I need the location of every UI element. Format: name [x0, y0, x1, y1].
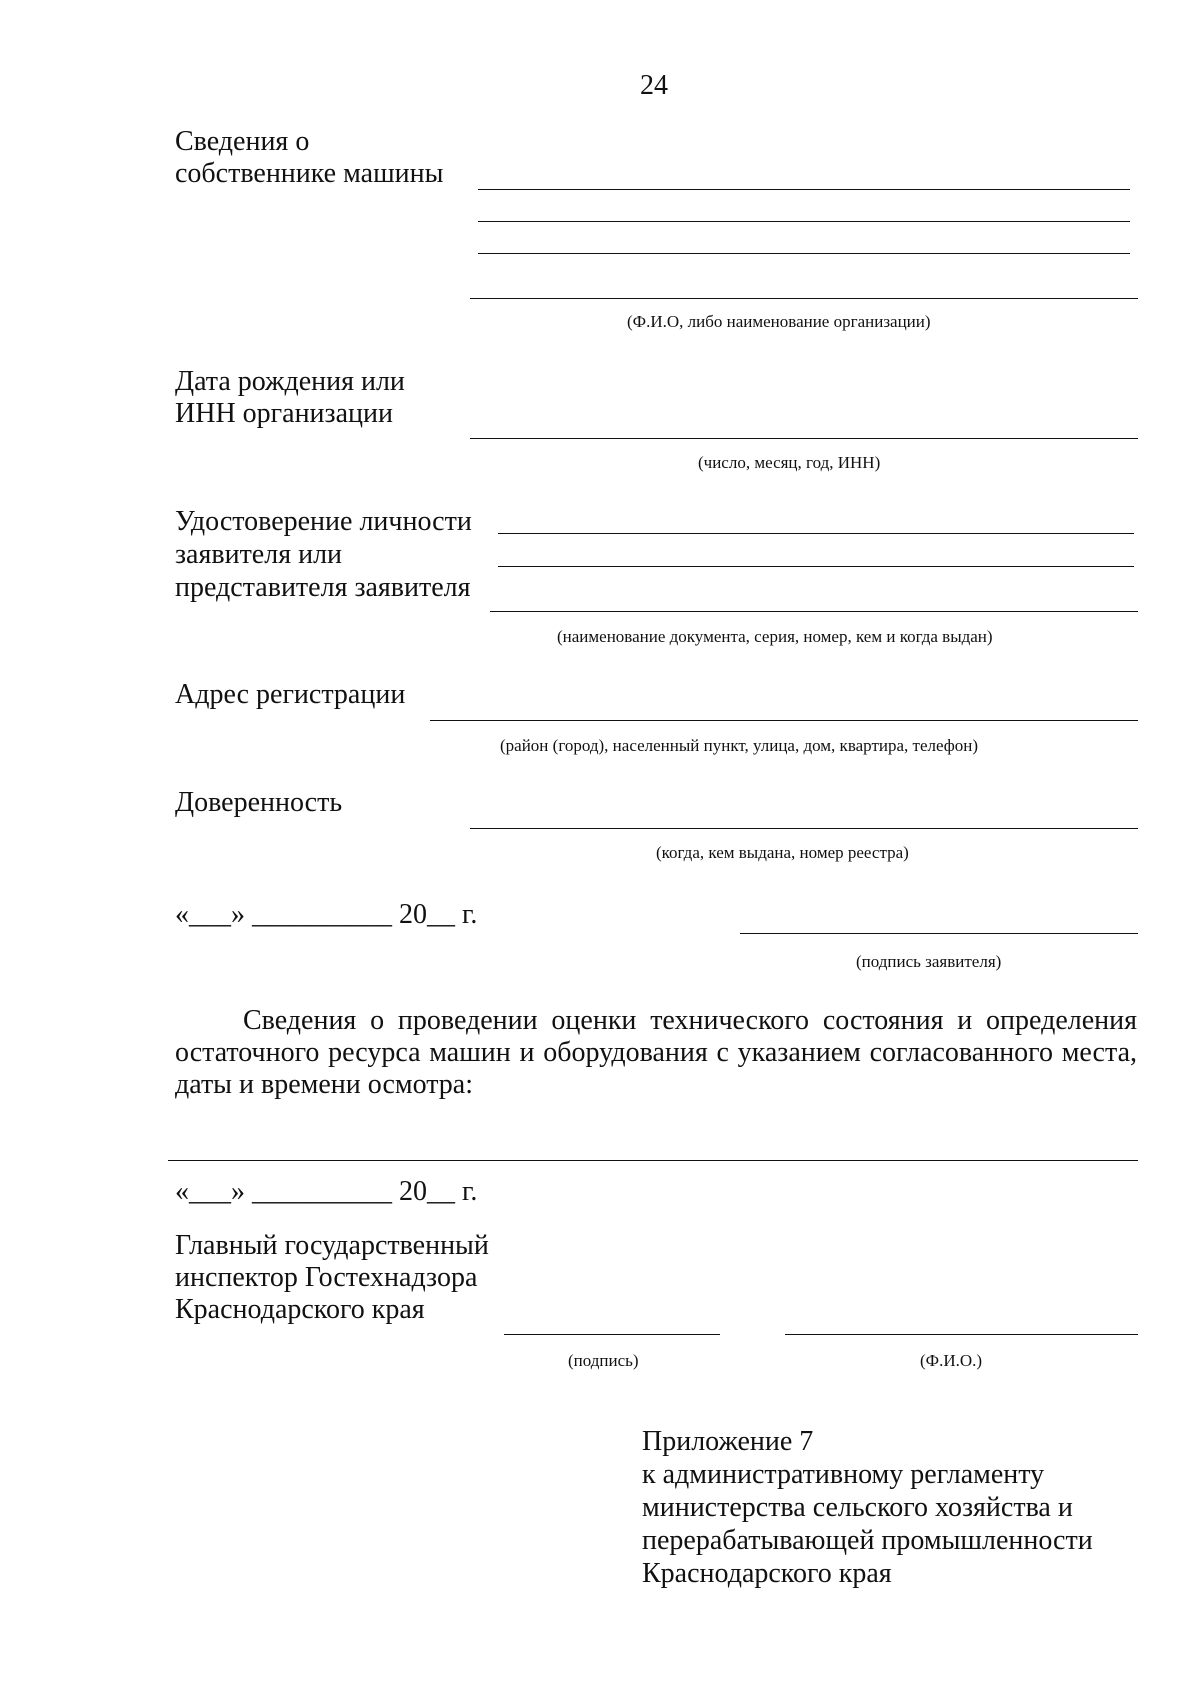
inspector-line3: Краснодарского края	[175, 1294, 425, 1325]
address-caption: (район (город), населенный пункт, улица, дом, квартира, телефон)	[500, 736, 979, 755]
address-field-line[interactable]	[430, 720, 1138, 721]
owner-field-line-1[interactable]	[478, 189, 1130, 190]
inspector-signature-line[interactable]	[504, 1334, 720, 1335]
identity-label-line3: представителя заявителя	[175, 572, 471, 603]
identity-label-line1: Удостоверение личности	[175, 506, 472, 537]
inspection-line-2: остаточного ресурса машин и оборудования с указанием согласованного места,	[175, 1037, 1137, 1068]
appendix-line3: министерства сельского хозяйства и	[642, 1492, 1073, 1523]
birth-caption: (число, месяц, год, ИНН)	[698, 453, 881, 472]
owner-label-line2: собственнике машины	[175, 158, 444, 189]
date-line-1[interactable]: «___» __________ 20__ г.	[175, 899, 478, 930]
applicant-signature-caption: (подпись заявителя)	[856, 952, 1002, 971]
appendix-line5: Краснодарского края	[642, 1558, 892, 1589]
owner-label-line1: Сведения о	[175, 126, 310, 157]
identity-field-line-1[interactable]	[498, 533, 1134, 534]
inspector-line2: инспектор Гостехнадзора	[175, 1262, 478, 1293]
owner-field-line-2[interactable]	[478, 221, 1130, 222]
inspection-line-1: Сведения о проведении оценки технического состояния и определения	[243, 1005, 1137, 1036]
inspection-field-line[interactable]	[168, 1160, 1138, 1161]
inspector-signature-caption: (подпись)	[568, 1351, 639, 1370]
identity-label-line2: заявителя или	[175, 539, 343, 570]
birth-field-line[interactable]	[470, 438, 1138, 439]
owner-field-line-4[interactable]	[470, 298, 1138, 299]
address-label: Адрес регистрации	[175, 679, 406, 710]
identity-field-line-2[interactable]	[498, 566, 1134, 567]
inspector-name-line[interactable]	[785, 1334, 1138, 1335]
appendix-line4: перерабатывающей промышленности	[642, 1525, 1093, 1556]
page-number: 24	[640, 70, 668, 101]
applicant-signature-line[interactable]	[740, 933, 1138, 934]
inspection-line-3: даты и времени осмотра:	[175, 1069, 474, 1100]
identity-caption: (наименование документа, серия, номер, кем и когда выдан)	[557, 627, 993, 646]
birth-label-line1: Дата рождения или	[175, 366, 405, 397]
inspector-name-caption: (Ф.И.О.)	[920, 1351, 983, 1370]
proxy-label: Доверенность	[175, 787, 343, 818]
proxy-caption: (когда, кем выдана, номер реестра)	[656, 843, 909, 862]
birth-label-line2: ИНН организации	[175, 398, 393, 429]
appendix-line2: к административному регламенту	[642, 1459, 1045, 1490]
proxy-field-line[interactable]	[470, 828, 1138, 829]
appendix-line1: Приложение 7	[642, 1426, 814, 1457]
owner-field-line-3[interactable]	[478, 253, 1130, 254]
identity-field-line-3[interactable]	[490, 611, 1138, 612]
owner-caption: (Ф.И.О, либо наименование организации)	[627, 312, 931, 331]
date-line-2[interactable]: «___» __________ 20__ г.	[175, 1176, 478, 1207]
inspector-line1: Главный государственный	[175, 1230, 489, 1261]
inspection-paragraph	[175, 1005, 1137, 1101]
